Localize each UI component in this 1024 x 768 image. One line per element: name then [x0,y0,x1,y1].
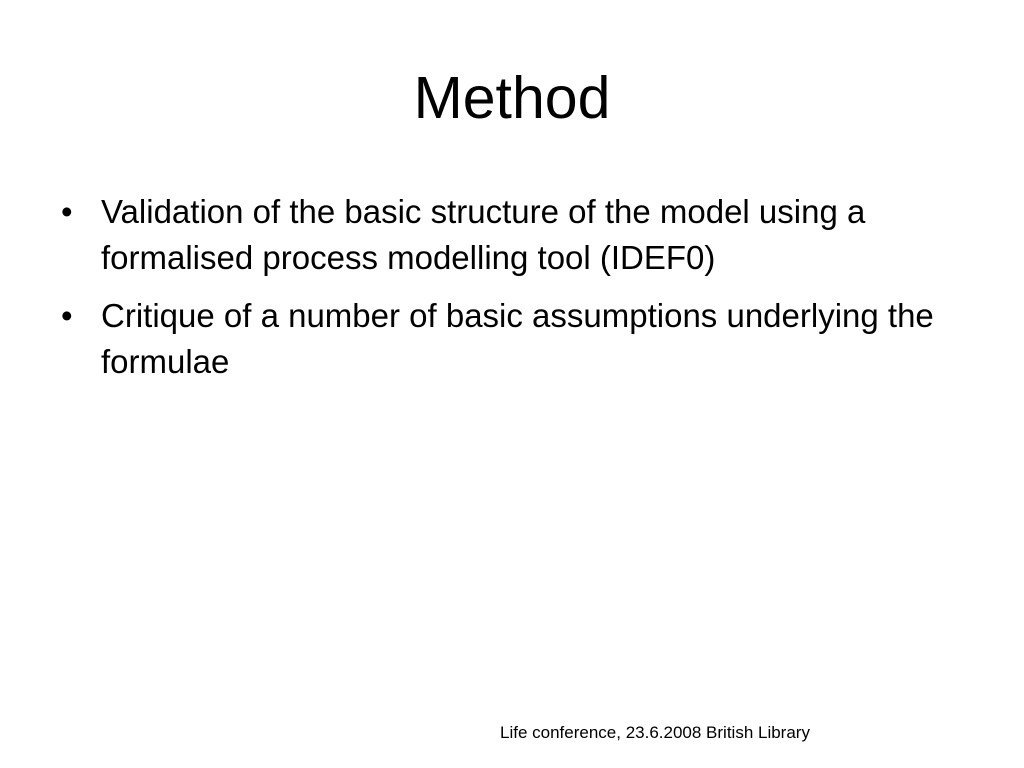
bullet-dot-icon: • [61,193,73,230]
bullet-text: Validation of the basic structure of the model using a formalised process modelling tool (IDEF0) [101,193,866,276]
slide-footer: Life conference, 23.6.2008 British Library [500,723,810,742]
bullet-item-critique [55,293,935,385]
bullet-text: Critique of a number of basic assumptions underlying the formulae [101,297,934,380]
bullet-list [55,189,935,397]
bullet-item-validation [55,189,935,281]
slide-title: Method [413,65,611,131]
bullet-dot-icon: • [61,297,73,334]
